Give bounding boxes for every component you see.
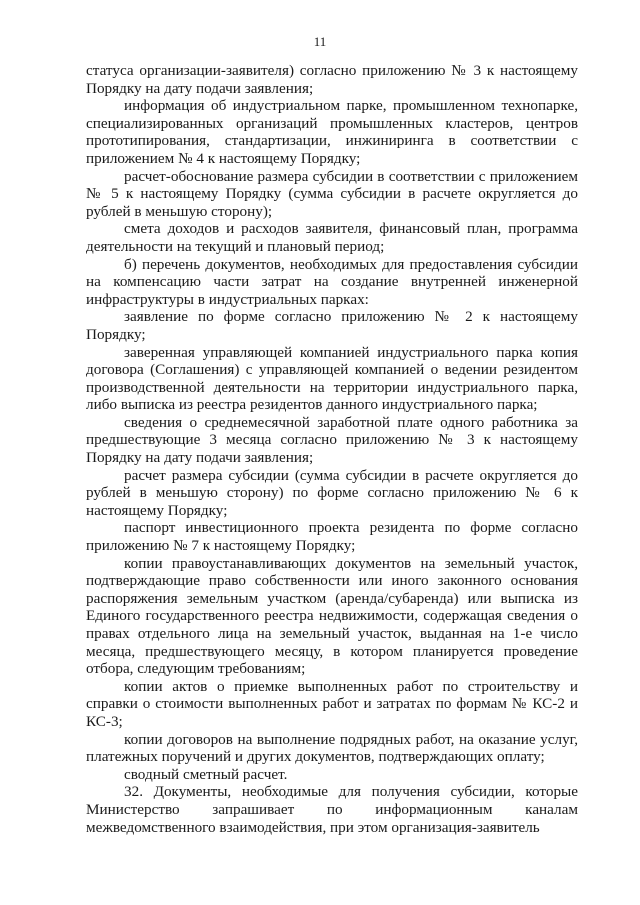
paragraph-list-b-heading: б) перечень документов, необходимых для предоставления субсидии на компенсацию части затрат на создание внутренней инженерной инфраструктуры в индустриальных парках: <box>86 255 578 308</box>
paragraph-industrial-park-info: информация об индустриальном парке, промышленном технопарке, специализированных организаций промышленных кластеров, центров прототипирования, стандартизации, инжиниринга в соответствии с приложением № 4 к настоящему Порядку; <box>86 97 578 167</box>
body-text <box>86 62 578 836</box>
paragraph-subsidy-size: расчет размера субсидии (сумма субсидии в расчете округляется до рублей в меньшую сторону) по форме согласно приложению № 6 к настоящему Порядку; <box>86 466 578 519</box>
paragraph-section-32: 32. Документы, необходимые для получения субсидии, которые Министерство запрашивает по информационным каналам межведомственного взаимодействия, при этом организация-заявитель <box>86 783 578 836</box>
paragraph-land-documents: копии правоустанавливающих документов на земельный участок, подтверждающие право собственности или иного законного основания распоряжения земельным участком (аренда/субаренда) или выписка из Единого государственного реестра недвижимости, содержащая сведения о правах отдельного лица на земельный участок, выданная на 1-е число месяца, предшествующего месяцу, в котором планируется проведение отбора, следующим требованиям; <box>86 554 578 678</box>
paragraph-budget-estimate: смета доходов и расходов заявителя, финансовый план, программа деятельности на текущий и плановый период; <box>86 220 578 255</box>
paragraph-investment-passport: паспорт инвестиционного проекта резидента по форме согласно приложению № 7 к настоящему Порядку; <box>86 519 578 555</box>
paragraph-contract-copy: заверенная управляющей компанией индустриального парка копия договора (Соглашения) с управляющей компанией о ведении резидентом производственной деятельности на территории индустриального парка, либо выписка из реестра резидентов данного индустриального парка; <box>86 343 578 414</box>
page-number: 11 <box>313 34 327 49</box>
paragraph-summary-estimate: сводный сметный расчет. <box>124 765 288 783</box>
paragraph-contract-copies: копии договоров на выполнение подрядных работ, на оказание услуг, платежных поручений и других документов, подтверждающих оплату; <box>86 730 578 766</box>
paragraph-subsidy-calculation: расчет-обоснование размера субсидии в соответствии с приложением № 5 к настоящему Порядку (сумма субсидии в расчете округляется до рублей в меньшую сторону); <box>86 167 578 220</box>
paragraph-application-form: заявление по форме согласно приложению № 2 к настоящему Порядку; <box>86 308 578 343</box>
paragraph-acceptance-acts: копии актов о приемке выполненных работ по строительству и справки о стоимости выполненных работ и затратах по формам № КС-2 и КС-3; <box>86 677 578 730</box>
paragraph-average-salary: сведения о среднемесячной заработной плате одного работника за предшествующие 3 месяца согласно приложению № 3 к настоящему Порядку на дату подачи заявления; <box>86 413 578 467</box>
paragraph-status-continuation: статуса организации-заявителя) согласно приложению № 3 к настоящему Порядку на дату подачи заявления; <box>86 62 578 97</box>
